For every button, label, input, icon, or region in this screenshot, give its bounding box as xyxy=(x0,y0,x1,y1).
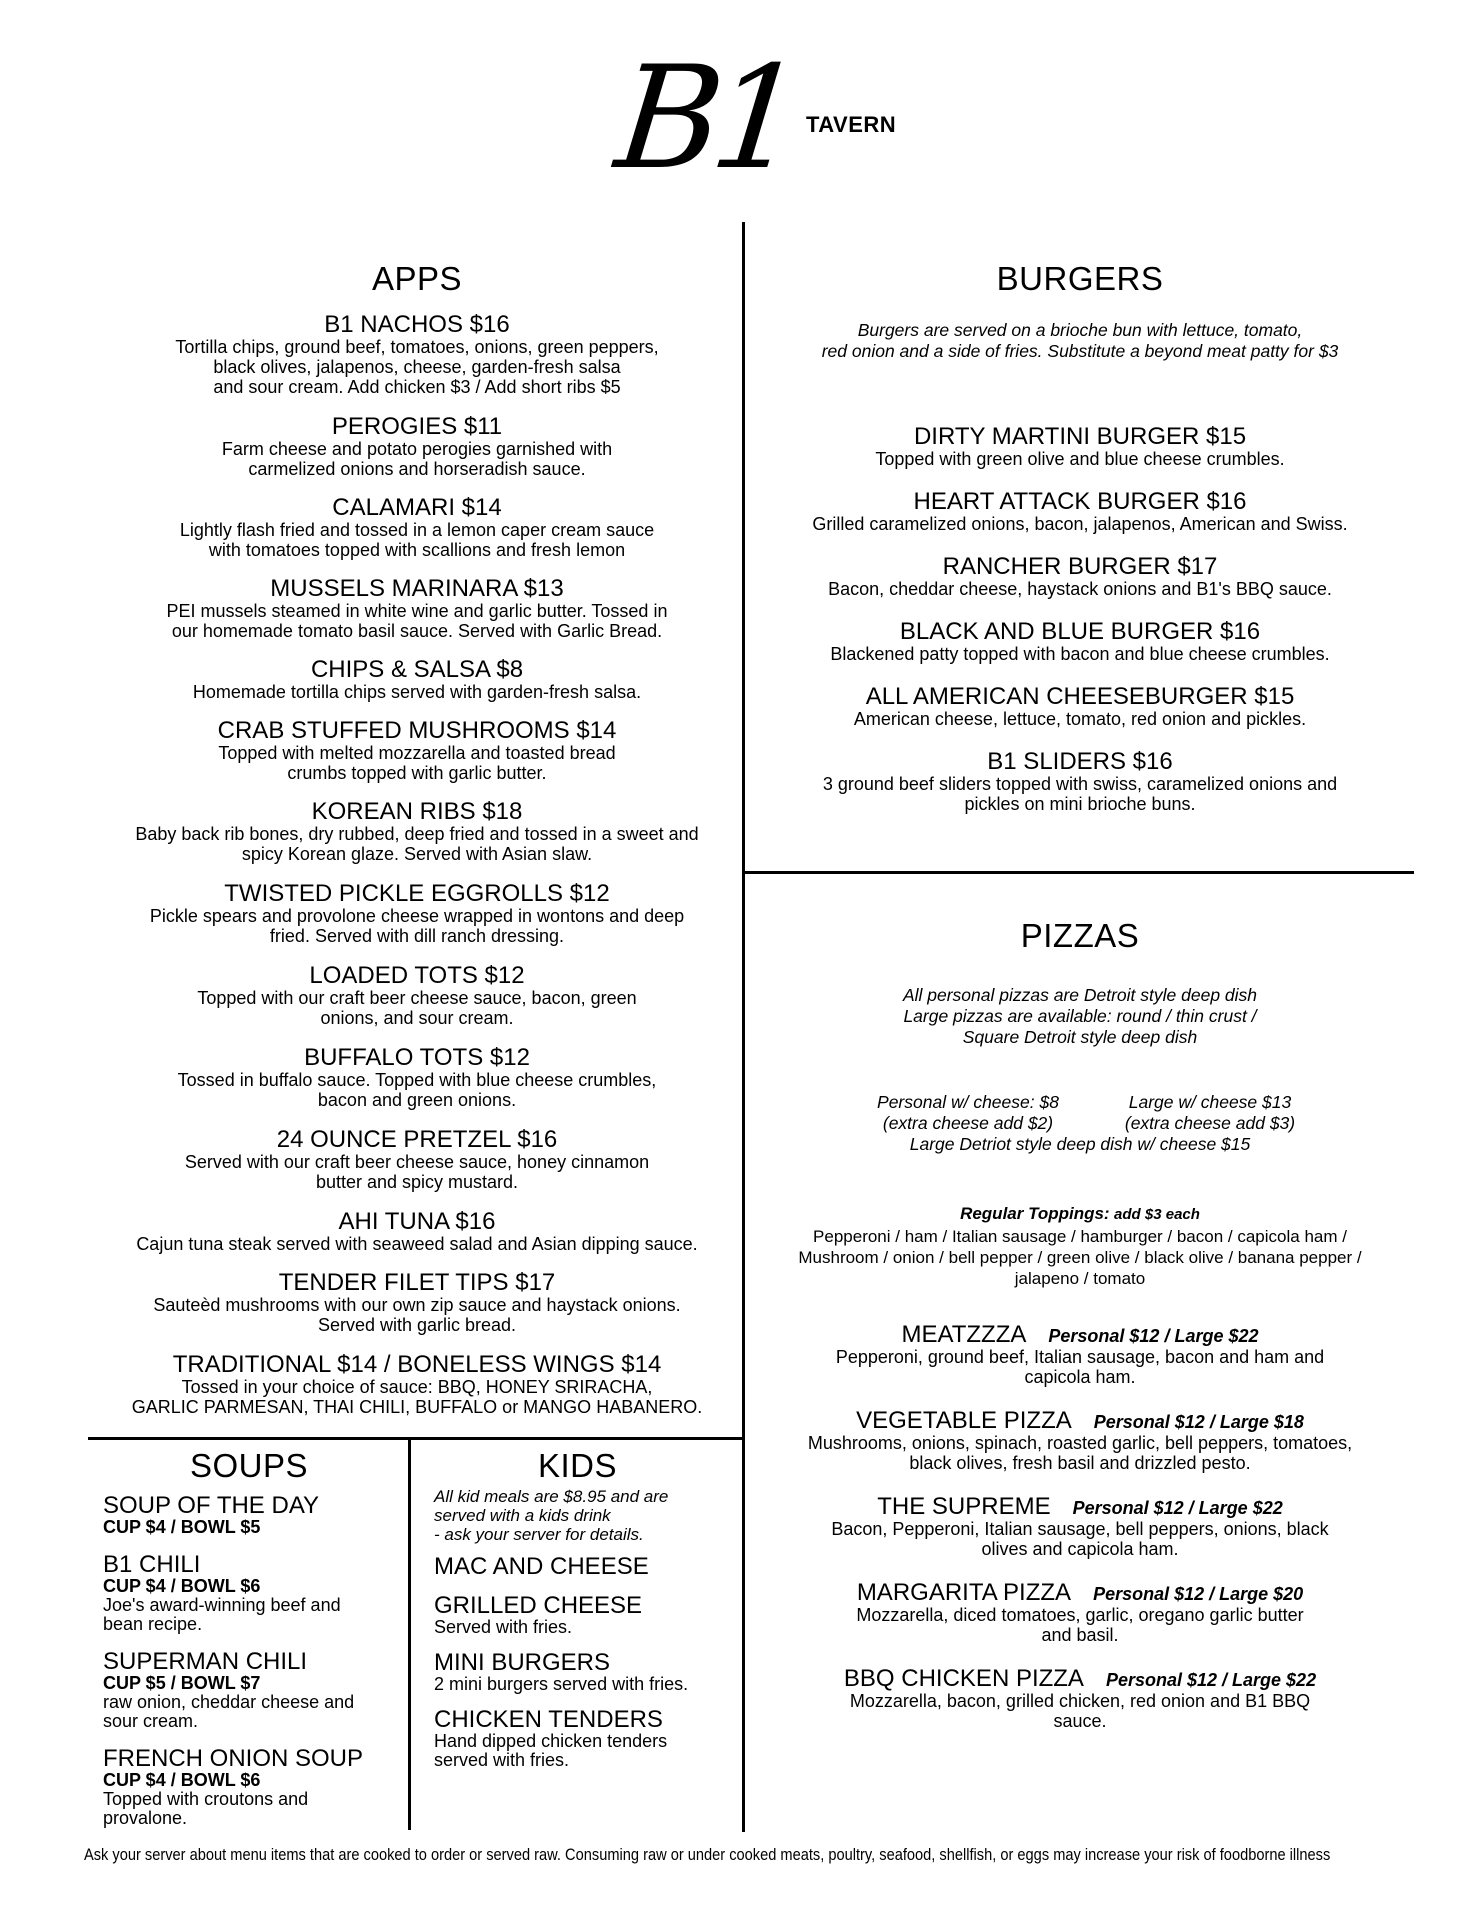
item-desc: Cajun tuna steak served with seaweed salad and Asian dipping sauce. xyxy=(136,1234,698,1254)
kids-note: All kid meals are $8.95 and are served with a kids drink - ask your server for details. xyxy=(434,1487,669,1544)
soup-item xyxy=(103,1747,403,1828)
pizza-item xyxy=(745,1666,1415,1731)
item-name: HEART ATTACK BURGER $16 xyxy=(913,488,1247,515)
item-name: VEGETABLE PIZZA xyxy=(856,1407,1072,1434)
apps-soups-divider xyxy=(88,1437,744,1440)
item-price: CUP $4 / BOWL $6 xyxy=(103,1576,261,1596)
item-desc: Tossed in buffalo sauce. Topped with blue cheese crumbles, bacon and green onions. xyxy=(177,1070,657,1110)
item-desc: Topped with our craft beer cheese sauce, bacon, green onions, and sour cream. xyxy=(197,988,637,1028)
pizza-large-detroit: Large Detriot style deep dish w/ cheese $15 xyxy=(909,1134,1251,1154)
app-item xyxy=(90,312,744,397)
item-desc: Lightly flash fried and tossed in a lemon caper cream sauce with tomatoes topped with scallions and fresh lemon xyxy=(179,520,655,560)
toppings-label: Regular Toppings: xyxy=(960,1204,1110,1223)
item-name: CHIPS & SALSA $8 xyxy=(310,656,524,683)
item-name: 24 OUNCE PRETZEL $16 xyxy=(276,1126,558,1153)
logo-b1: B1 xyxy=(609,36,802,201)
item-desc: Grilled caramelized onions, bacon, jalapenos, American and Swiss. xyxy=(812,514,1348,534)
item-desc: Hand dipped chicken tenders served with fries. xyxy=(434,1731,668,1770)
item-desc: Pickle spears and provolone cheese wrapped in wontons and deep fried. Served with dill ranch dressing. xyxy=(149,906,685,946)
item-name: PEROGIES $11 xyxy=(331,413,503,440)
item-desc: Homemade tortilla chips served with garden-fresh salsa. xyxy=(192,682,642,702)
app-item xyxy=(90,963,744,1028)
item-size-price: Personal $12 / Large $18 xyxy=(1093,1412,1304,1432)
item-name: THE SUPREME xyxy=(877,1493,1051,1520)
item-name: CRAB STUFFED MUSHROOMS $14 xyxy=(217,717,617,744)
item-desc: Baby back rib bones, dry rubbed, deep fried and tossed in a sweet and spicy Korean glaze. Served with Asian slaw. xyxy=(135,824,699,864)
item-name: BBQ CHICKEN PIZZA xyxy=(843,1665,1084,1692)
item-desc: Topped with green olive and blue cheese crumbles. xyxy=(875,449,1285,469)
burger-item xyxy=(745,684,1415,729)
kids-item xyxy=(434,1708,739,1770)
item-name: DIRTY MARTINI BURGER $15 xyxy=(913,423,1247,450)
item-name: B1 NACHOS $16 xyxy=(324,311,510,338)
item-name: BUFFALO TOTS $12 xyxy=(304,1044,530,1071)
item-name: TRADITIONAL $14 / BONELESS WINGS $14 xyxy=(172,1351,662,1378)
app-item xyxy=(90,495,744,560)
item-desc: PEI mussels steamed in white wine and garlic butter. Tossed in our homemade tomato basil sauce. Served with Garlic Bread. xyxy=(166,601,668,641)
kids-item xyxy=(434,1651,739,1694)
app-item xyxy=(90,881,744,946)
app-item xyxy=(90,576,744,641)
burgers-note: Burgers are served on a brioche bun with lettuce, tomato, red onion and a side of fries. Substitute a beyond meat patty for $3 xyxy=(821,320,1339,361)
item-name: MEATZZZA xyxy=(901,1321,1027,1348)
item-desc: Tossed in your choice of sauce: BBQ, HONEY SRIRACHA, GARLIC PARMESAN, THAI CHILI, BUFFALO or MANGO HABANERO. xyxy=(131,1377,703,1417)
item-desc: Topped with croutons and provalone. xyxy=(103,1789,309,1828)
item-desc: Blackened patty topped with bacon and blue cheese crumbles. xyxy=(830,644,1330,664)
toppings-heading xyxy=(745,1204,1415,1224)
item-desc: Mozzarella, bacon, grilled chicken, red onion and B1 BBQ sauce. xyxy=(849,1691,1311,1731)
pizza-personal-pricing: Personal w/ cheese: $8 (extra cheese add $2) xyxy=(877,1092,1059,1133)
toppings-price: add $3 each xyxy=(1114,1206,1200,1223)
pizza-item xyxy=(745,1408,1415,1473)
soup-item xyxy=(103,1494,403,1537)
burger-item xyxy=(745,749,1415,814)
item-name: RANCHER BURGER $17 xyxy=(942,553,1218,580)
item-name: ALL AMERICAN CHEESEBURGER $15 xyxy=(865,683,1295,710)
app-item xyxy=(90,1127,744,1192)
item-desc: Bacon, cheddar cheese, haystack onions and B1's BBQ sauce. xyxy=(828,579,1332,599)
item-name: KOREAN RIBS $18 xyxy=(311,798,523,825)
item-price: CUP $4 / BOWL $6 xyxy=(103,1770,261,1790)
item-name: TENDER FILET TIPS $17 xyxy=(278,1269,556,1296)
pizza-large-pricing: Large w/ cheese $13 (extra cheese add $3) xyxy=(1124,1092,1296,1133)
burger-item xyxy=(745,619,1415,664)
item-desc: Served with fries. xyxy=(434,1617,573,1637)
item-name: MUSSELS MARINARA $13 xyxy=(270,575,564,602)
item-name: AHI TUNA $16 xyxy=(338,1208,496,1235)
toppings-list: Pepperoni / ham / Italian sausage / hamburger / bacon / capicola ham / Mushroom / onion / bell pepper / green olive / black olive / banana pepper / jalapeno / tomato xyxy=(798,1227,1362,1288)
app-item xyxy=(90,1270,744,1335)
item-desc: American cheese, lettuce, tomato, red onion and pickles. xyxy=(853,709,1307,729)
kids-item xyxy=(434,1555,739,1579)
pizza-item xyxy=(745,1494,1415,1559)
pizzas-note: All personal pizzas are Detroit style deep dish Large pizzas are available: round / thin crust / Square Detroit style deep dish xyxy=(902,985,1258,1047)
item-desc: 2 mini burgers served with fries. xyxy=(434,1674,689,1694)
item-name: CHICKEN TENDERS xyxy=(434,1706,663,1733)
item-name: CALAMARI $14 xyxy=(332,494,502,521)
burger-item xyxy=(745,424,1415,469)
item-desc: Tortilla chips, ground beef, tomatoes, onions, green peppers, black olives, jalapenos, cheese, garden-fresh salsa and sour cream. Add chicken $3 / Add short ribs $5 xyxy=(175,337,659,397)
pizza-item xyxy=(745,1580,1415,1645)
item-name: B1 SLIDERS $16 xyxy=(987,748,1173,775)
item-desc: Pepperoni, ground beef, Italian sausage, bacon and ham and capicola ham. xyxy=(835,1347,1325,1387)
kids-item xyxy=(434,1594,739,1637)
app-item xyxy=(90,1045,744,1110)
app-item xyxy=(90,414,744,479)
soups-kids-divider xyxy=(408,1437,411,1830)
item-desc: Joe's award-winning beef and bean recipe. xyxy=(103,1595,341,1634)
item-name: MAC AND CHEESE xyxy=(434,1553,649,1580)
item-desc: Topped with melted mozzarella and toasted bread crumbs topped with garlic butter. xyxy=(218,743,616,783)
item-price: CUP $5 / BOWL $7 xyxy=(103,1673,261,1693)
item-name: BLACK AND BLUE BURGER $16 xyxy=(899,618,1261,645)
item-desc: Farm cheese and potato perogies garnished with carmelized onions and horseradish sauce. xyxy=(221,439,613,479)
app-item xyxy=(90,1209,744,1254)
soup-item xyxy=(103,1650,403,1731)
item-desc: Mushrooms, onions, spinach, roasted garlic, bell peppers, tomatoes, black olives, fresh basil and drizzled pesto. xyxy=(807,1433,1353,1473)
item-name: B1 CHILI xyxy=(103,1551,201,1578)
soups-title: SOUPS xyxy=(189,1447,309,1484)
burgers-title: BURGERS xyxy=(996,260,1164,297)
item-price: CUP $4 / BOWL $5 xyxy=(103,1517,261,1537)
item-size-price: Personal $12 / Large $20 xyxy=(1093,1584,1304,1604)
item-size-price: Personal $12 / Large $22 xyxy=(1105,1670,1317,1690)
item-name: SUPERMAN CHILI xyxy=(103,1648,308,1675)
app-item xyxy=(90,799,744,864)
app-item xyxy=(90,1352,744,1417)
footer-disclaimer: Ask your server about menu items that are cooked to order or served raw. Consuming raw or under cooked meats, poultry, seafood, shellfish, or eggs may increase your risk of foodborne illness xyxy=(84,1845,1331,1864)
burger-item xyxy=(745,554,1415,599)
item-desc: Mozzarella, diced tomatoes, garlic, oregano garlic butter and basil. xyxy=(856,1605,1304,1645)
logo-tavern: TAVERN xyxy=(806,112,897,137)
item-name: SOUP OF THE DAY xyxy=(103,1492,320,1519)
pizza-item xyxy=(745,1322,1415,1387)
item-name: TWISTED PICKLE EGGROLLS $12 xyxy=(224,880,610,907)
item-desc: Served with our craft beer cheese sauce, honey cinnamon butter and spicy mustard. xyxy=(184,1152,650,1192)
item-desc: raw onion, cheddar cheese and sour cream. xyxy=(103,1692,355,1731)
pizzas-title: PIZZAS xyxy=(1020,917,1140,954)
item-name: LOADED TOTS $12 xyxy=(309,962,525,989)
item-name: MARGARITA PIZZA xyxy=(856,1579,1072,1606)
item-size-price: Personal $12 / Large $22 xyxy=(1072,1498,1283,1518)
app-item xyxy=(90,657,744,702)
app-item xyxy=(90,718,744,783)
item-name: MINI BURGERS xyxy=(434,1649,611,1676)
apps-title: APPS xyxy=(371,260,463,297)
item-name: FRENCH ONION SOUP xyxy=(103,1745,364,1772)
item-name: GRILLED CHEESE xyxy=(434,1592,643,1619)
burgers-pizzas-divider xyxy=(742,871,1414,874)
item-desc: 3 ground beef sliders topped with swiss, caramelized onions and pickles on mini brioche buns. xyxy=(822,774,1338,814)
item-size-price: Personal $12 / Large $22 xyxy=(1048,1326,1259,1346)
burger-item xyxy=(745,489,1415,534)
item-desc: Sauteèd mushrooms with our own zip sauce and haystack onions. Served with garlic bread. xyxy=(153,1295,681,1335)
item-desc: Bacon, Pepperoni, Italian sausage, bell peppers, onions, black olives and capicola ham. xyxy=(831,1519,1329,1559)
kids-title: KIDS xyxy=(537,1447,618,1484)
soup-item xyxy=(103,1553,403,1634)
